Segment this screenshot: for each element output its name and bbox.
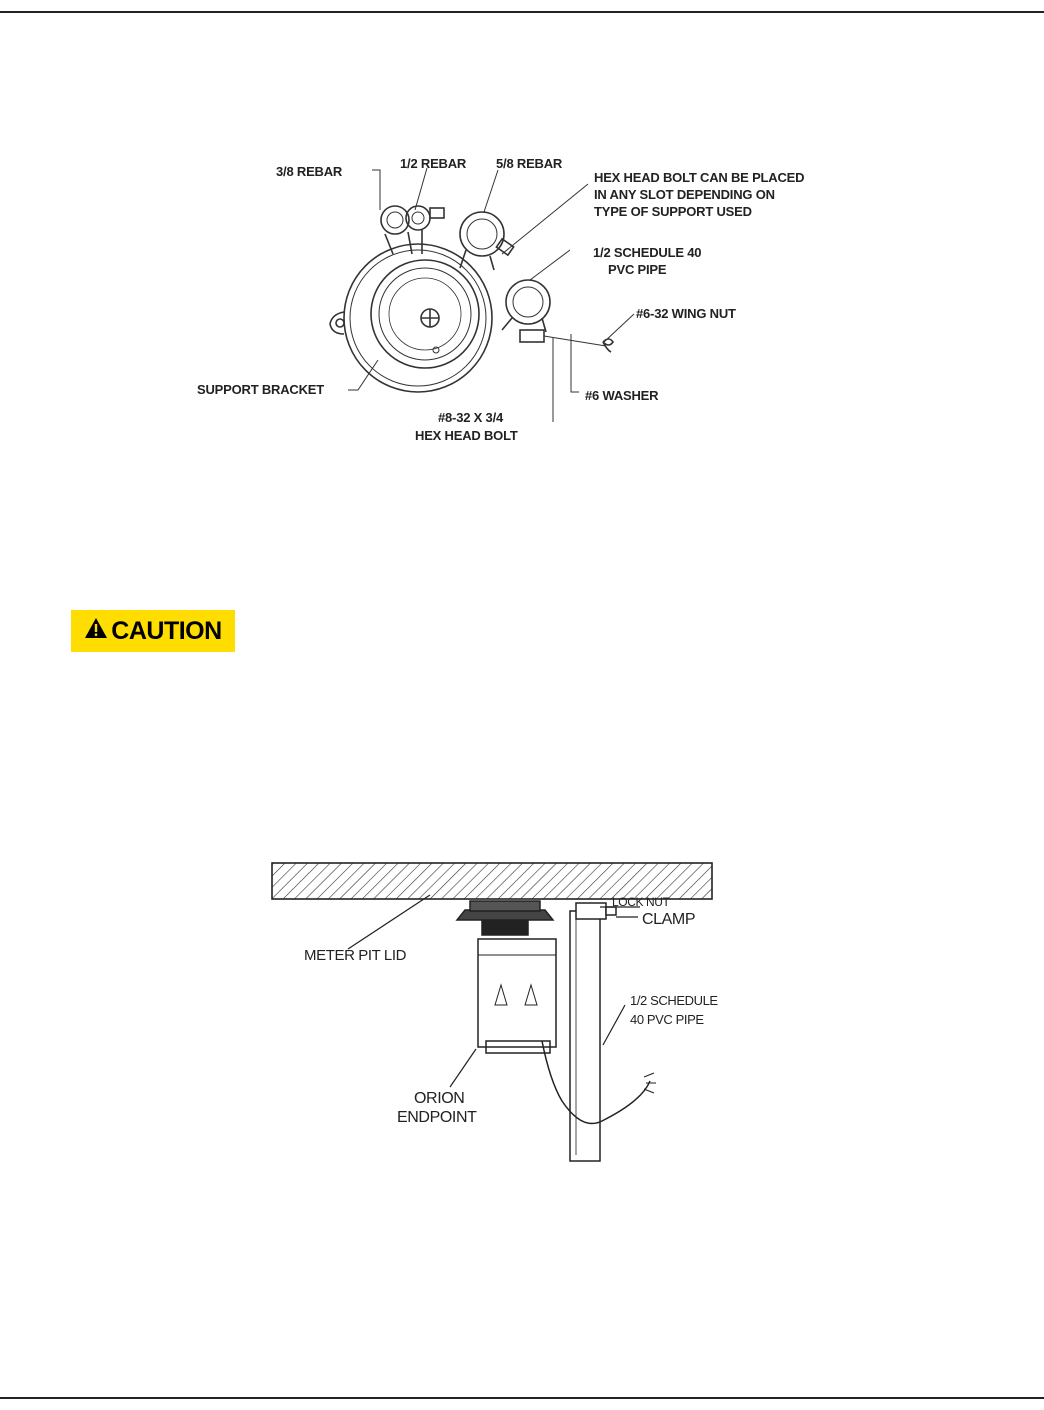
- label-orion-line2: ENDPOINT: [397, 1109, 477, 1126]
- label-rebar-12: 1/2 REBAR: [400, 156, 467, 171]
- label-hex-slot-line2: IN ANY SLOT DEPENDING ON: [594, 187, 775, 202]
- rebar-38-clip: [381, 206, 409, 234]
- label-pvc-line1: 1/2 SCHEDULE: [630, 993, 718, 1008]
- bracket-outer-ring: [344, 244, 492, 392]
- label-bolt-line1: #8-32 X 3/4: [438, 410, 504, 425]
- hex-bolt: [520, 330, 544, 342]
- bracket-inner-ring: [371, 260, 479, 368]
- label-support-bracket: SUPPORT BRACKET: [197, 382, 325, 397]
- label-hex-slot-line3: TYPE OF SUPPORT USED: [594, 204, 752, 219]
- label-bolt-line2: HEX HEAD BOLT: [415, 428, 518, 443]
- label-washer: #6 WASHER: [585, 388, 659, 403]
- label-wing-nut: #6-32 WING NUT: [636, 306, 736, 321]
- warning-triangle-icon: [84, 617, 108, 646]
- label-pvc-line2: 40 PVC PIPE: [630, 1012, 704, 1027]
- label-rebar-38: 3/8 REBAR: [276, 164, 343, 179]
- top-rule: [0, 11, 1044, 13]
- caution-label: CAUTION: [111, 616, 222, 645]
- label-pvc-line1: 1/2 SCHEDULE 40: [593, 245, 702, 260]
- bracket-ear: [330, 312, 344, 334]
- bottom-rule: [0, 1397, 1044, 1399]
- label-lock-nut: LOCK NUT: [612, 895, 670, 909]
- label-meter-pit-lid: METER PIT LID: [304, 947, 407, 964]
- label-clamp: CLAMP: [642, 911, 696, 928]
- meter-pit-lid: [272, 863, 712, 899]
- label-hex-slot-line1: HEX HEAD BOLT CAN BE PLACED: [594, 170, 805, 185]
- support-bracket-diagram: [190, 150, 850, 460]
- label-orion-line1: ORION: [414, 1090, 465, 1107]
- meter-pit-lid-diagram: [270, 855, 730, 1165]
- label-rebar-58: 5/8 REBAR: [496, 156, 563, 171]
- label-pvc-line2: PVC PIPE: [608, 262, 667, 277]
- clamp: [576, 903, 606, 919]
- caution-badge: [71, 610, 235, 652]
